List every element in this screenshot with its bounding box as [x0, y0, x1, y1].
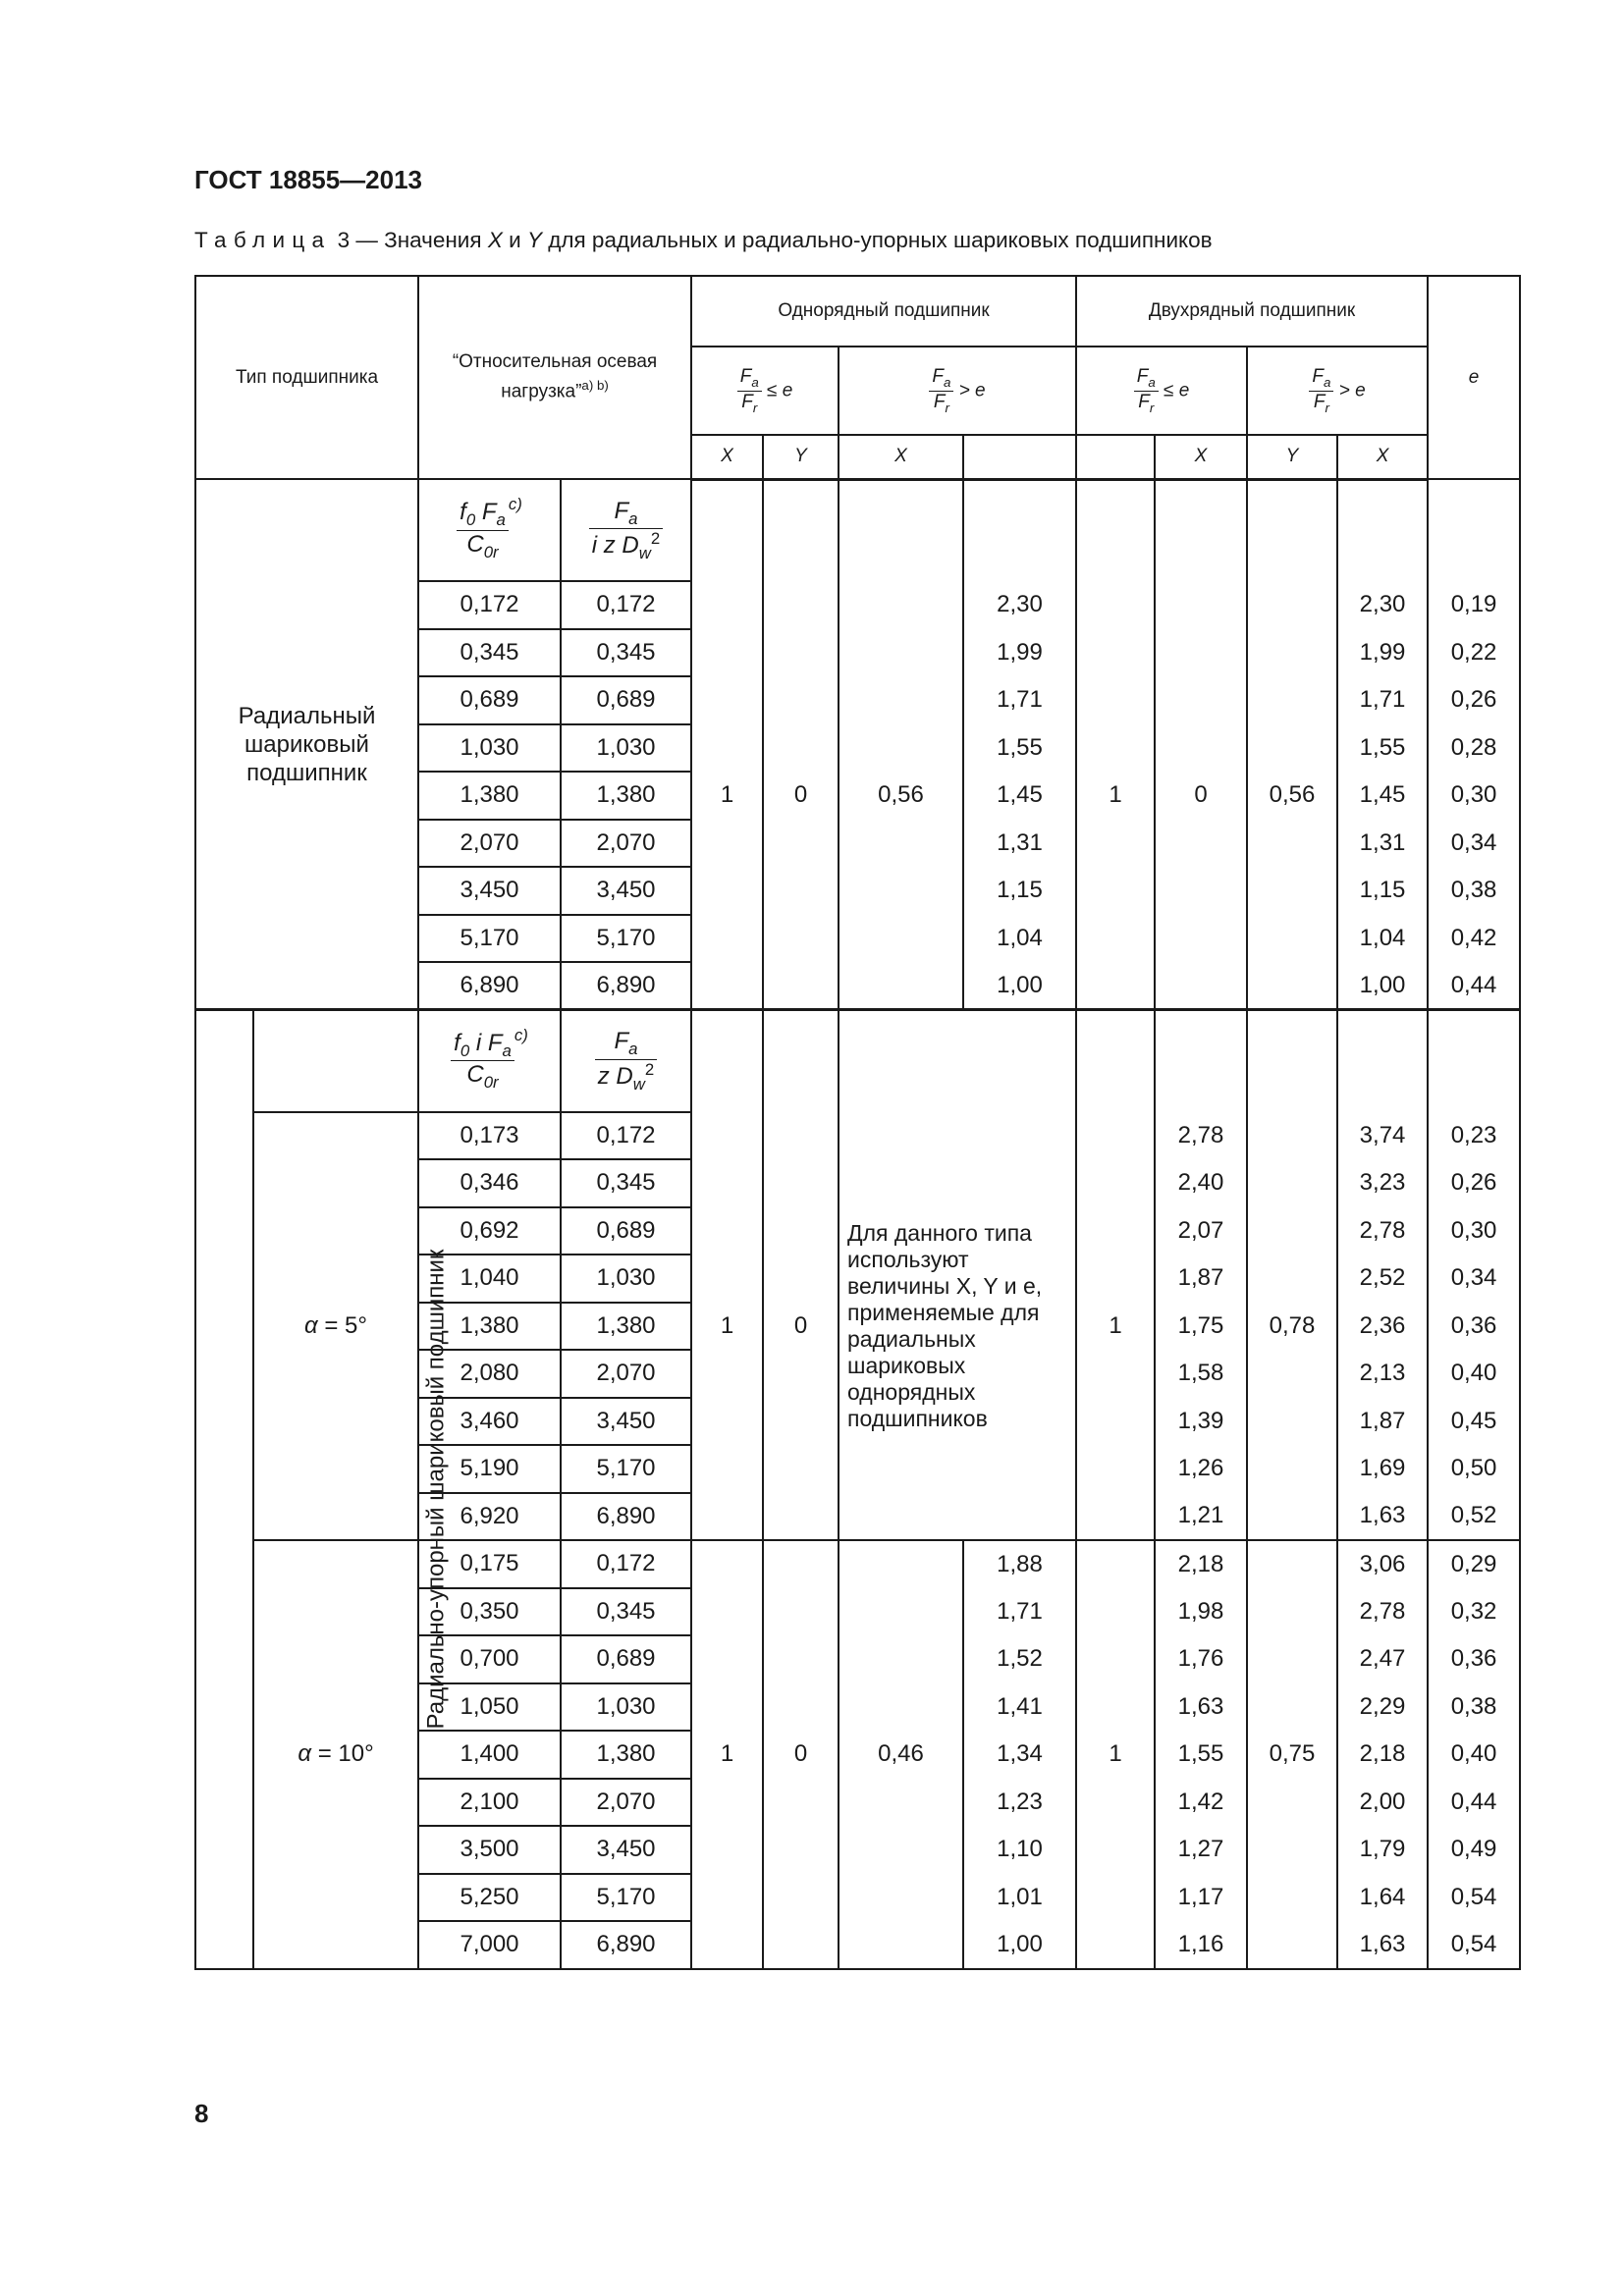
a5-double-y1: 1,26 — [1155, 1445, 1247, 1493]
a10-load-dw: 0,345 — [561, 1588, 691, 1636]
caption-word: Таблица — [194, 228, 332, 252]
a10-e: 0,36 — [1428, 1635, 1520, 1683]
header-x: X — [1337, 435, 1428, 479]
a10-single-x2: 0,46 — [839, 1540, 963, 1969]
caption-number: 3 — Значения — [337, 228, 482, 252]
a10-e: 0,54 — [1428, 1874, 1520, 1922]
a5-e: 0,52 — [1428, 1493, 1520, 1541]
a5-single-y1: 0 — [763, 1010, 839, 1541]
radial-double-y2: 1,55 — [1337, 724, 1428, 773]
page-number: 8 — [194, 2099, 209, 2128]
radial-single-x2: 0,56 — [839, 479, 963, 1010]
document-code: ГОСТ 18855—2013 — [194, 165, 422, 194]
header-e: e — [1428, 276, 1520, 479]
radial-load-dw: 1,380 — [561, 772, 691, 820]
header-x: X — [691, 435, 763, 479]
header-y-blank — [963, 435, 1076, 479]
a5-double-y1: 1,75 — [1155, 1303, 1247, 1351]
a5-double-y1: 1,39 — [1155, 1398, 1247, 1446]
a10-e: 0,40 — [1428, 1731, 1520, 1779]
formula-f0-i-fa-c0r: $\frac{f_0 i F_a}{C_{0r}}$ $^{c)}$ — [418, 1010, 561, 1112]
a10-load-dw: 0,172 — [561, 1540, 691, 1588]
radial-load-c0r: 0,689 — [418, 676, 561, 724]
a10-single-y2: 1,41 — [963, 1683, 1076, 1732]
radial-load-c0r: 2,070 — [418, 820, 561, 868]
header-single-row: Однорядный подшипник — [691, 276, 1076, 347]
a10-double-y2: 1,64 — [1337, 1874, 1428, 1922]
a10-double-y1: 1,55 — [1155, 1731, 1247, 1779]
a10-single-y2: 1,01 — [963, 1874, 1076, 1922]
a10-load-dw: 3,450 — [561, 1826, 691, 1874]
a10-load-c0r: 0,175 — [418, 1540, 561, 1588]
a5-double-y1: 1,21 — [1155, 1493, 1247, 1541]
a10-load-c0r: 3,500 — [418, 1826, 561, 1874]
a5-double-y1: 1,87 — [1155, 1255, 1247, 1303]
a10-single-y2: 1,23 — [963, 1779, 1076, 1827]
a10-double-y1: 1,16 — [1155, 1921, 1247, 1969]
a10-single-y2: 1,34 — [963, 1731, 1076, 1779]
radial-load-c0r: 3,450 — [418, 867, 561, 915]
a5-single-x1: 1 — [691, 1010, 763, 1541]
a10-double-y2: 1,63 — [1337, 1921, 1428, 1969]
radial-single-y2: 2,30 — [963, 581, 1076, 629]
radial-double-y2: 1,71 — [1337, 676, 1428, 724]
a10-load-dw: 5,170 — [561, 1874, 691, 1922]
a10-load-c0r: 5,250 — [418, 1874, 561, 1922]
radial-e: 0,22 — [1428, 629, 1520, 677]
radial-e: 0,28 — [1428, 724, 1520, 773]
a5-load-dw: 3,450 — [561, 1398, 691, 1446]
a5-double-y2: 2,78 — [1337, 1207, 1428, 1255]
header-relative-load: “Относительная осевая нагрузка”$^{а) b)}$ — [418, 276, 691, 479]
a10-e: 0,44 — [1428, 1779, 1520, 1827]
a5-e: 0,34 — [1428, 1255, 1520, 1303]
a10-single-y2: 1,00 — [963, 1921, 1076, 1969]
radial-load-c0r: 5,170 — [418, 915, 561, 963]
a10-double-y1: 1,76 — [1155, 1635, 1247, 1683]
radial-double-x2: 0,56 — [1247, 479, 1337, 1010]
a10-load-c0r: 0,700 — [418, 1635, 561, 1683]
a5-double-y1: 2,78 — [1155, 1112, 1247, 1160]
radial-single-y2: 1,04 — [963, 915, 1076, 963]
a5-load-c0r: 6,920 — [418, 1493, 561, 1541]
a10-double-y1: 1,63 — [1155, 1683, 1247, 1732]
radial-load-c0r: 0,172 — [418, 581, 561, 629]
a10-single-y2: 1,52 — [963, 1635, 1076, 1683]
a5-double-y2: 2,52 — [1337, 1255, 1428, 1303]
a5-load-dw: 6,890 — [561, 1493, 691, 1541]
a10-e: 0,49 — [1428, 1826, 1520, 1874]
radial-single-y2: 1,00 — [963, 962, 1076, 1010]
radial-double-y2: 1,15 — [1337, 867, 1428, 915]
a10-double-y1: 1,98 — [1155, 1588, 1247, 1636]
a5-double-y1: 2,40 — [1155, 1159, 1247, 1207]
formula-fa-zdw2: $\frac{F_a}{z D_w^2}$ — [561, 1010, 691, 1112]
a10-load-dw: 1,030 — [561, 1683, 691, 1732]
a5-load-c0r: 5,190 — [418, 1445, 561, 1493]
a10-load-c0r: 2,100 — [418, 1779, 561, 1827]
a5-double-y2: 3,74 — [1337, 1112, 1428, 1160]
radial-load-dw: 3,450 — [561, 867, 691, 915]
a10-load-dw: 1,380 — [561, 1731, 691, 1779]
a10-double-y2: 2,78 — [1337, 1588, 1428, 1636]
radial-double-y2: 1,00 — [1337, 962, 1428, 1010]
radial-e: 0,44 — [1428, 962, 1520, 1010]
a10-load-c0r: 0,350 — [418, 1588, 561, 1636]
caption-text: для радиальных и радиально-упорных шариковых подшипников — [548, 228, 1213, 252]
a10-double-x1: 1 — [1076, 1540, 1155, 1969]
a5-load-dw: 5,170 — [561, 1445, 691, 1493]
header-ratio-le-e-double: $\frac{F_a}{F_r}$ ≤ e — [1076, 347, 1247, 435]
a5-double-y2: 1,87 — [1337, 1398, 1428, 1446]
radial-single-y2: 1,99 — [963, 629, 1076, 677]
a5-double-y2: 3,23 — [1337, 1159, 1428, 1207]
a5-double-y1: 1,58 — [1155, 1350, 1247, 1398]
a5-double-x1: 1 — [1076, 1010, 1155, 1541]
a5-load-c0r: 2,080 — [418, 1350, 561, 1398]
radial-load-c0r: 0,345 — [418, 629, 561, 677]
a10-angle: α = 10° — [253, 1540, 418, 1969]
radial-double-y1: 0 — [1155, 479, 1247, 1010]
a10-double-y1: 1,42 — [1155, 1779, 1247, 1827]
a5-double-y1: 2,07 — [1155, 1207, 1247, 1255]
radial-load-dw: 6,890 — [561, 962, 691, 1010]
a5-double-y2: 2,13 — [1337, 1350, 1428, 1398]
radial-single-y2: 1,45 — [963, 772, 1076, 820]
a10-single-y2: 1,88 — [963, 1540, 1076, 1588]
radial-single-y2: 1,71 — [963, 676, 1076, 724]
header-ratio-gt-e-double: $\frac{F_a}{F_r}$ > e — [1247, 347, 1428, 435]
a10-load-dw: 6,890 — [561, 1921, 691, 1969]
header-bearing-type: Тип подшипника — [195, 276, 418, 479]
a10-double-y1: 1,17 — [1155, 1874, 1247, 1922]
radial-double-x1: 1 — [1076, 479, 1155, 1010]
a10-double-y2: 2,18 — [1337, 1731, 1428, 1779]
radial-load-c0r: 1,380 — [418, 772, 561, 820]
a5-load-dw: 0,345 — [561, 1159, 691, 1207]
radial-load-dw: 2,070 — [561, 820, 691, 868]
radial-e: 0,30 — [1428, 772, 1520, 820]
radial-single-y2: 1,31 — [963, 820, 1076, 868]
radial-load-dw: 1,030 — [561, 724, 691, 773]
xy-values-table — [194, 275, 1521, 1970]
formula-f0-fa-c0r: $\frac{f_0 F_a}{C_{0r}}$ $^{c)}$ — [418, 479, 561, 581]
a10-e: 0,32 — [1428, 1588, 1520, 1636]
a5-double-y2: 2,36 — [1337, 1303, 1428, 1351]
radial-e: 0,19 — [1428, 581, 1520, 629]
a5-e: 0,23 — [1428, 1112, 1520, 1160]
a5-double-y2: 1,63 — [1337, 1493, 1428, 1541]
a10-double-x2: 0,75 — [1247, 1540, 1337, 1969]
a10-double-y1: 2,18 — [1155, 1540, 1247, 1588]
radial-single-y2: 1,55 — [963, 724, 1076, 773]
a10-load-c0r: 1,400 — [418, 1731, 561, 1779]
a10-double-y2: 2,00 — [1337, 1779, 1428, 1827]
a10-single-y2: 1,71 — [963, 1588, 1076, 1636]
formula-fa-izdw2: $\frac{F_a}{i z D_w^2}$ — [561, 479, 691, 581]
a5-load-c0r: 0,692 — [418, 1207, 561, 1255]
a5-angle: α = 5° — [253, 1112, 418, 1541]
a10-load-dw: 0,689 — [561, 1635, 691, 1683]
a10-single-y1: 0 — [763, 1540, 839, 1969]
a5-load-dw: 0,689 — [561, 1207, 691, 1255]
a5-load-c0r: 1,040 — [418, 1255, 561, 1303]
a5-e: 0,40 — [1428, 1350, 1520, 1398]
radial-load-c0r: 6,890 — [418, 962, 561, 1010]
a5-double-x2: 0,78 — [1247, 1010, 1337, 1541]
radial-single-y2: 1,15 — [963, 867, 1076, 915]
radial-double-y2: 2,30 — [1337, 581, 1428, 629]
radial-single-y1: 0 — [763, 479, 839, 1010]
header-x: X — [839, 435, 963, 479]
a10-e: 0,54 — [1428, 1921, 1520, 1969]
a10-double-y2: 2,29 — [1337, 1683, 1428, 1732]
a10-double-y2: 3,06 — [1337, 1540, 1428, 1588]
a5-e: 0,36 — [1428, 1303, 1520, 1351]
radial-double-y2: 1,99 — [1337, 629, 1428, 677]
a5-double-y2: 1,69 — [1337, 1445, 1428, 1493]
header-x-blank — [1076, 435, 1155, 479]
a10-double-y1: 1,27 — [1155, 1826, 1247, 1874]
radial-load-dw: 0,172 — [561, 581, 691, 629]
radial-bearing-label: Радиальный шариковый подшипник — [195, 479, 418, 1010]
a10-single-y2: 1,10 — [963, 1826, 1076, 1874]
radial-e: 0,34 — [1428, 820, 1520, 868]
a10-load-dw: 2,070 — [561, 1779, 691, 1827]
a5-load-c0r: 3,460 — [418, 1398, 561, 1446]
a5-note: Для данного типа используют величины X, Y и e, применяемые для радиальных шариковых однорядных подшипников — [839, 1010, 1076, 1541]
a10-load-c0r: 1,050 — [418, 1683, 561, 1732]
a10-e: 0,38 — [1428, 1683, 1520, 1732]
header-double-row: Двухрядный подшипник — [1076, 276, 1428, 347]
header-y: Y — [763, 435, 839, 479]
radial-load-dw: 5,170 — [561, 915, 691, 963]
radial-double-y2: 1,04 — [1337, 915, 1428, 963]
radial-double-y2: 1,45 — [1337, 772, 1428, 820]
a5-load-dw: 0,172 — [561, 1112, 691, 1160]
radial-load-dw: 0,345 — [561, 629, 691, 677]
a5-load-c0r: 1,380 — [418, 1303, 561, 1351]
a10-double-y2: 1,79 — [1337, 1826, 1428, 1874]
a5-load-dw: 1,030 — [561, 1255, 691, 1303]
a10-single-x1: 1 — [691, 1540, 763, 1969]
a5-load-dw: 1,380 — [561, 1303, 691, 1351]
a5-load-c0r: 0,346 — [418, 1159, 561, 1207]
a10-double-y2: 2,47 — [1337, 1635, 1428, 1683]
a5-e: 0,45 — [1428, 1398, 1520, 1446]
radial-e: 0,38 — [1428, 867, 1520, 915]
header-ratio-le-e: $\frac{F_a}{F_r}$ ≤ e — [691, 347, 839, 435]
a5-e: 0,26 — [1428, 1159, 1520, 1207]
a5-load-c0r: 0,173 — [418, 1112, 561, 1160]
angular-angle-blank — [253, 1010, 418, 1112]
radial-load-dw: 0,689 — [561, 676, 691, 724]
a10-e: 0,29 — [1428, 1540, 1520, 1588]
table-caption: Таблица 3 — Значения X и Y для радиальных и радиально-упорных шариковых подшипников — [194, 228, 1213, 252]
radial-e: 0,26 — [1428, 676, 1520, 724]
header-ratio-gt-e: $\frac{F_a}{F_r}$ > e — [839, 347, 1076, 435]
radial-e: 0,42 — [1428, 915, 1520, 963]
header-x: X — [1155, 435, 1247, 479]
radial-load-c0r: 1,030 — [418, 724, 561, 773]
header-y: Y — [1247, 435, 1337, 479]
a5-e: 0,50 — [1428, 1445, 1520, 1493]
a5-load-dw: 2,070 — [561, 1350, 691, 1398]
radial-double-y2: 1,31 — [1337, 820, 1428, 868]
radial-single-x1: 1 — [691, 479, 763, 1010]
a10-load-c0r: 7,000 — [418, 1921, 561, 1969]
a5-e: 0,30 — [1428, 1207, 1520, 1255]
angular-bearing-label-text: Радиально-упорный шариковый подшипник — [422, 1249, 450, 1730]
